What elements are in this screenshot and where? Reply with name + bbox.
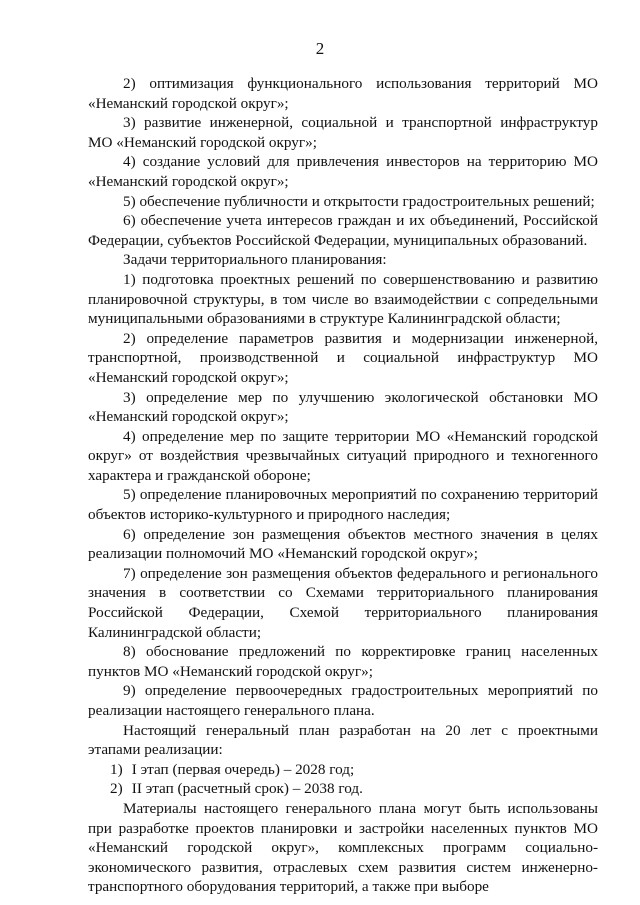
stage-item xyxy=(110,779,598,799)
task-item: 8) обоснование предложений по корректировке границ населенных пунктов МО «Неманский городской округ»; xyxy=(88,643,598,680)
tasks-heading: Задачи территориального планирования: xyxy=(123,251,387,269)
task-item: 3) определение мер по улучшению экологической обстановки МО «Неманский городской округ»; xyxy=(88,388,598,426)
stage-number: 1) xyxy=(110,760,123,778)
stages-list xyxy=(88,760,598,799)
page-number: 2 xyxy=(315,39,325,58)
plan-period-text: Настоящий генеральный план разработан на 20 лет с проектными этапами реализации: xyxy=(88,721,598,759)
goal-item: 5) обеспечение публичности и открытости градостроительных решений; xyxy=(123,192,595,210)
goal-item: 4) создание условий для привлечения инвесторов на территорию МО «Неманский городской округ»; xyxy=(88,153,598,190)
materials-text: Материалы настоящего генерального плана могут быть использованы при разработке проектов планировки и застройки населенных пунктов МО «Неманский городской округ», комплексных программ социально-экономического развития, отраслевых схем развития систем инженерно-транспортного оборудования территорий, а также при выборе xyxy=(88,799,598,896)
goal-item: 2) оптимизация функционального использования территорий МО «Неманский городской округ»; xyxy=(88,75,598,112)
goal-item: 3) развитие инженерной, социальной и транспортной инфраструктур МО «Неманский городской округ»; xyxy=(88,114,598,151)
stage-text: II этап (расчетный срок) – 2038 год. xyxy=(131,780,363,798)
task-item: 4) определение мер по защите территории МО «Неманский городской округ» от воздействия чрезвычайных ситуаций природного и техногенного характера и гражданской обороне; xyxy=(88,427,598,484)
task-item: 7) определение зон размещения объектов федерального и регионального значения в соответствии со Схемами территориального планирования Российской Федерации, Схемой территориального планирования Калининградской области; xyxy=(88,564,598,641)
task-item: 1) подготовка проектных решений по совершенствованию и развитию планировочной структуры, в том числе во взаимодействии с сопредельными муниципальными образованиями в структуре Калининградской области; xyxy=(88,270,598,328)
task-item: 6) определение зон размещения объектов местного значения в целях реализации полномочий МО «Неманский городской округ»; xyxy=(88,525,598,563)
document-body xyxy=(88,74,598,897)
stage-item xyxy=(110,760,598,780)
goal-item: 6) обеспечение учета интересов граждан и их объединений, Российской Федерации, субъектов Российской Федерации, муниципальных образований. xyxy=(88,212,598,249)
task-item: 5) определение планировочных мероприятий по сохранению территорий объектов историко-культурного и природного наследия; xyxy=(88,486,598,524)
stage-number: 2) xyxy=(110,780,123,798)
stage-text: I этап (первая очередь) – 2028 год; xyxy=(131,760,355,778)
task-item: 2) определение параметров развития и модернизации инженерной, транспортной, производственной и социальной инфраструктур МО «Неманский городской округ»; xyxy=(88,329,598,386)
task-item: 9) определение первоочередных градостроительных мероприятий по реализации настоящего генерального плана. xyxy=(88,682,598,719)
